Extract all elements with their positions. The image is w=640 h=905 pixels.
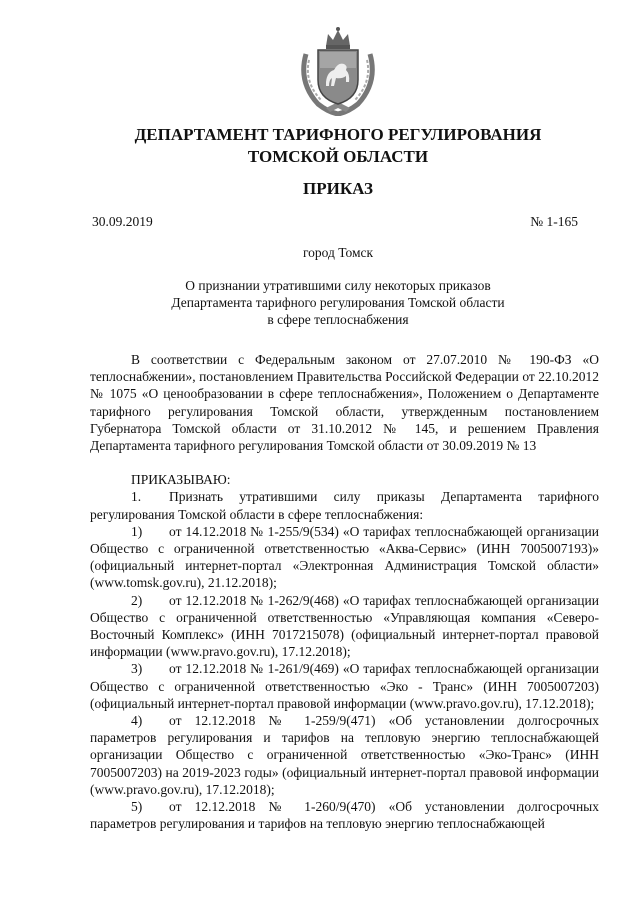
sub-item-number: 2) xyxy=(131,592,143,608)
sub-item xyxy=(90,660,599,712)
sub-item-text: от 12.12.2018 № 1-262/9(468) «О тарифах теплоснабжающей организации Общество с ограниченной ответственностью «Управляющая компания «Северо-Восточный Комплекс» (ИНН 7017215078) (официальный интернет-портал правовой информации (www.pravo.gov.ru), 17.12.2018); xyxy=(90,592,599,660)
order-word: ПРИКАЗЫВАЮ: xyxy=(131,472,231,488)
document-subject xyxy=(60,277,616,328)
sub-item xyxy=(90,592,599,661)
sub-item xyxy=(90,523,599,592)
sub-item-text: от 12.12.2018 № 1-260/9(470) «Об установлении долгосрочных параметров регулирования и тарифов на тепловую энергию теплоснабжающей xyxy=(90,799,599,832)
sub-item-number: 4) xyxy=(131,713,143,729)
document-type: ПРИКАЗ xyxy=(303,179,373,198)
department-title-line-1: ДЕПАРТАМЕНТ ТАРИФНОГО РЕГУЛИРОВАНИЯ xyxy=(134,125,542,144)
item-text: Признать утратившими силу приказы Департамента тарифного регулирования Томской области в сфере теплоснабжения: xyxy=(90,489,599,522)
subject-line: в сфере теплоснабжения xyxy=(267,312,409,327)
sub-item-text: от 12.12.2018 № 1-261/9(469) «О тарифах теплоснабжающей организации Общество с ограниченной ответственностью «Эко - Транс» (ИНН 7005007203) (официальный интернет-портал правовой информации (www.pravo.gov.ru), 17.12.2018); xyxy=(90,661,599,711)
item-1 xyxy=(90,488,599,522)
sub-item-text: от 12.12.2018 № 1-259/9(471) «Об установлении долгосрочных параметров регулирования и тарифов на тепловую энергию теплоснабжающей организации Общество с ограниченной ответственностью «Эко-Транс» (ИНН 7005007203) на 2019-2023 годы» (официальный интернет-портал правовой информации (www.pravo.gov.ru), 17.12.2018); xyxy=(90,713,599,797)
document-number: № 1-165 xyxy=(530,214,578,229)
sub-item-number: 5) xyxy=(131,799,143,815)
sub-item-text: от 14.12.2018 № 1-255/9(534) «О тарифах теплоснабжающей организации Общество с ограниченной ответственностью «Аква-Сервис» (ИНН 7005007193)» (официальный интернет-портал «Электронная Администрация Томской области» (www.tomsk.gov.ru), 21.12.2018); xyxy=(90,523,599,591)
document-date: 30.09.2019 xyxy=(92,214,153,229)
sub-item xyxy=(90,712,599,798)
item-number: 1. xyxy=(131,489,142,505)
subject-line: Департамента тарифного регулирования Томской области xyxy=(171,295,505,310)
sub-item xyxy=(90,798,599,832)
sub-item-number: 3) xyxy=(131,661,143,677)
sub-item-number: 1) xyxy=(131,523,143,539)
document-body xyxy=(90,351,599,832)
preamble-paragraph: В соответствии с Федеральным законом от 27.07.2010 № 190-ФЗ «О теплоснабжении», постановлением Правительства Российской Федерации от 22.10.2012 № 1075 «О ценообразовании в сфере теплоснабжения», Положением о Департаменте тарифного регулирования Томской области, утвержденным постановлением Губернатора Томской области от 31.10.2012 № 145, и решением Правления Департамента тарифного регулирования Томской области от 30.09.2019 № 13 xyxy=(90,352,599,454)
department-title-line-2: ТОМСКОЙ ОБЛАСТИ xyxy=(247,147,429,166)
subject-line: О признании утратившими силу некоторых приказов xyxy=(185,278,491,293)
tomsk-coat-of-arms-icon xyxy=(296,24,380,116)
city: город Томск xyxy=(302,245,374,260)
